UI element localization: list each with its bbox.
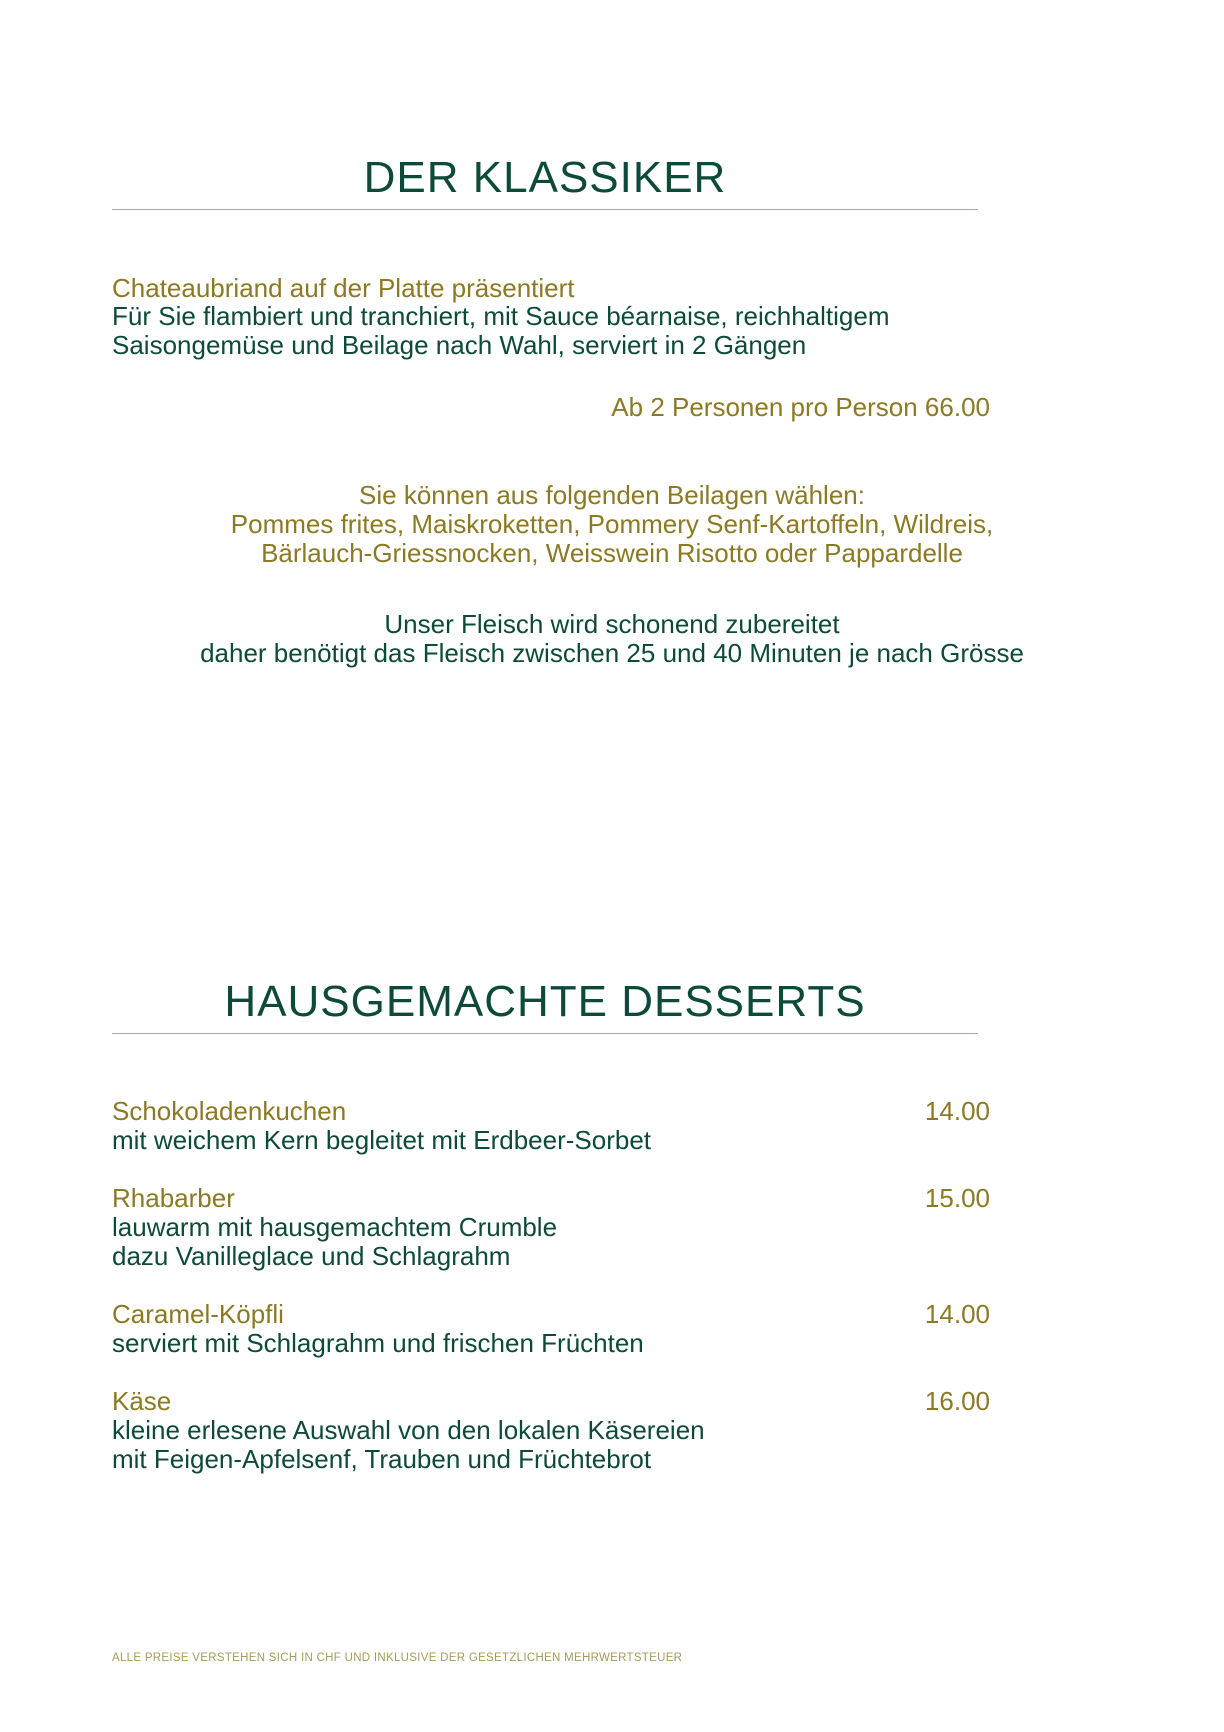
dessert-name: Käse: [112, 1386, 172, 1416]
dessert-description-line: mit Feigen-Apfelsenf, Trauben und Früchtebrot: [112, 1444, 652, 1474]
dessert-description-line: lauwarm mit hausgemachtem Crumble: [112, 1212, 558, 1242]
dessert-name: Rhabarber: [112, 1183, 235, 1213]
dessert-price: 14.00: [924, 1299, 990, 1329]
section-title-klassiker: DER KLASSIKER: [363, 153, 727, 202]
dessert-price: 15.00: [924, 1183, 990, 1213]
cooking-note-line: Unser Fleisch wird schonend zubereitet: [384, 609, 840, 639]
dessert-description-line: mit weichem Kern begleitet mit Erdbeer-Sorbet: [112, 1125, 652, 1155]
section-divider: [112, 1033, 978, 1034]
dessert-description-line: kleine erlesene Auswahl von den lokalen Käsereien: [112, 1415, 705, 1445]
sides-list-line: Bärlauch-Griessnocken, Weisswein Risotto oder Pappardelle: [261, 538, 963, 568]
dessert-name: Caramel-Köpfli: [112, 1299, 284, 1329]
section-divider: [112, 209, 978, 210]
cooking-note: [112, 610, 1112, 668]
sides-heading: Sie können aus folgenden Beilagen wählen:: [359, 480, 865, 510]
footer-disclaimer: ALLE PREISE VERSTEHEN SICH IN CHF UND INKLUSIVE DER GESETZLICHEN MEHRWERTSTEUER: [112, 1652, 683, 1664]
sides-info: [112, 481, 1112, 568]
dish-description-line: Für Sie flambiert und tranchiert, mit Sauce béarnaise, reichhaltigem: [112, 301, 890, 331]
dish-price-chateaubriand: Ab 2 Personen pro Person 66.00: [611, 392, 990, 422]
dessert-price: 16.00: [924, 1386, 990, 1416]
section-title-desserts: HAUSGEMACHTE DESSERTS: [224, 977, 866, 1026]
sides-list-line: Pommes frites, Maiskroketten, Pommery Senf-Kartoffeln, Wildreis,: [230, 509, 994, 539]
dessert-description-line: serviert mit Schlagrahm und frischen Früchten: [112, 1328, 644, 1358]
dessert-price: 14.00: [924, 1096, 990, 1126]
dish-description-line: Saisongemüse und Beilage nach Wahl, serviert in 2 Gängen: [112, 330, 807, 360]
cooking-note-line: daher benötigt das Fleisch zwischen 25 und 40 Minuten je nach Grösse: [200, 638, 1024, 668]
dessert-name: Schokoladenkuchen: [112, 1096, 347, 1126]
dessert-description-line: dazu Vanilleglace und Schlagrahm: [112, 1241, 511, 1271]
dish-name-chateaubriand: Chateaubriand auf der Platte präsentiert: [112, 273, 575, 303]
